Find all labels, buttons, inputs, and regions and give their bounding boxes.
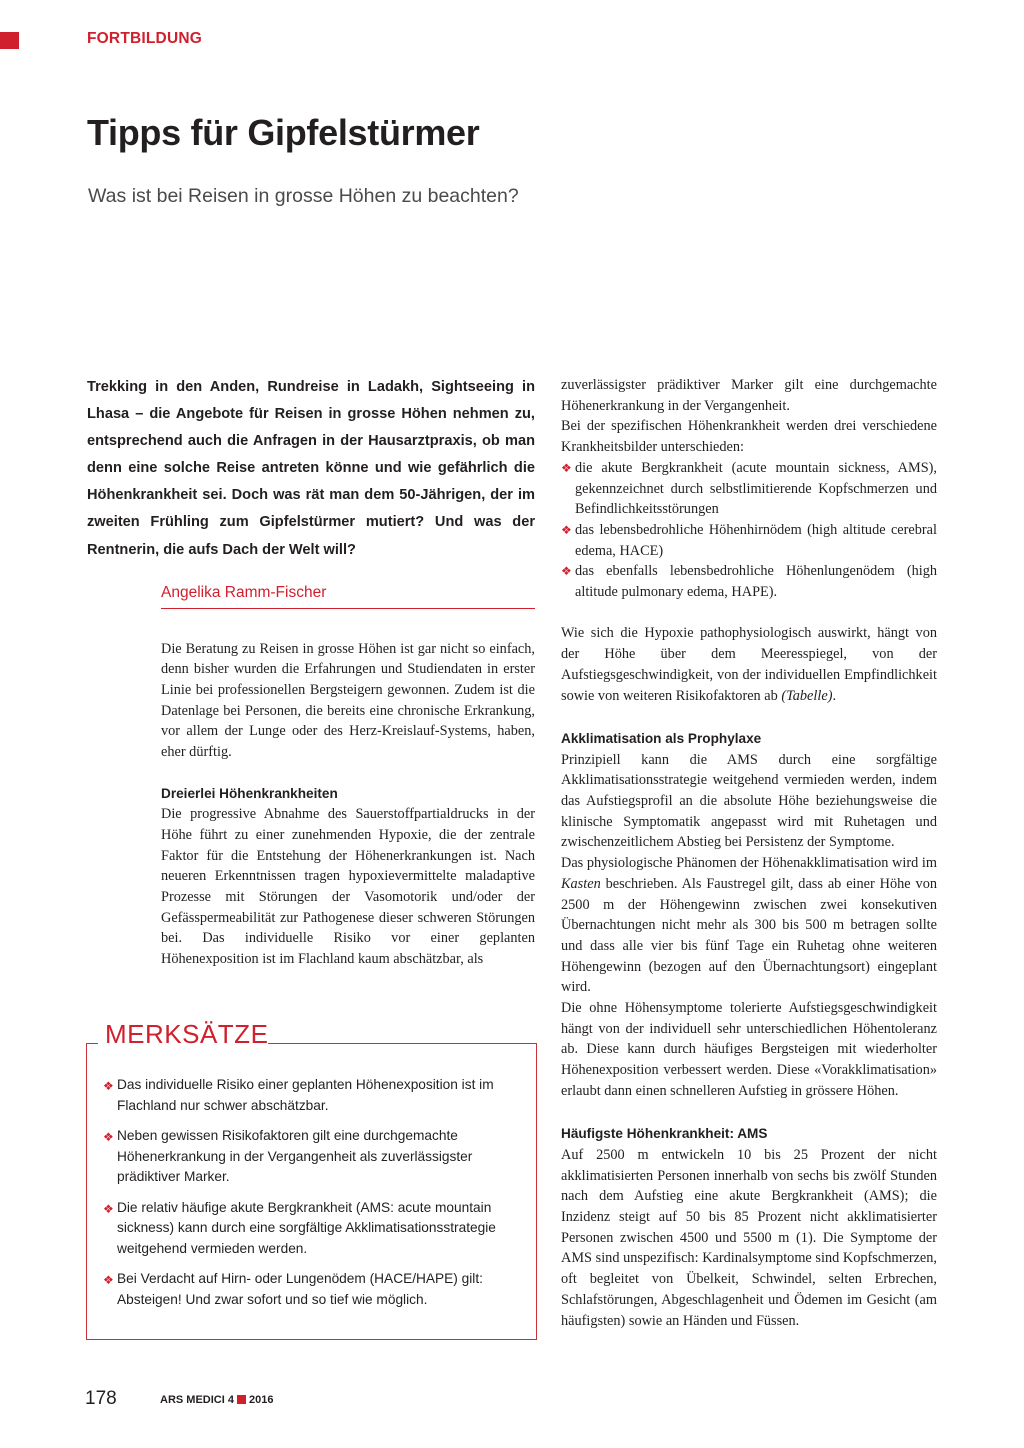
lead-paragraph: Trekking in den Anden, Rundreise in Ladakh, Sightseeing in Lhasa – die Angebote für Reisen in grosse Höhen nehmen zu, entsprechend auch die Anfragen in der Hausarztpraxis, ob man denn eine solche Reise antreten könne und wie gefährlich die Höhenkrankheit sei. Doch was rät man dem 50-Jährigen, der im zweiten Frühling zum Gipfelstürmer mutiert? Und was der Rentnerin, die aufs Dach der Welt will? [87,379,535,558]
article-title: Tipps für Gipfelstürmer [87,112,480,153]
right-paragraph-1: zuverlässigster prädiktiver Marker gilt eine durchgemachte Höhenerkrankung in der Vergangenheit. [561,377,937,414]
section-heading-akklimatisation: Akklimatisation als Prophylaxe [561,730,762,746]
list-item: ❖ Das individuelle Risiko einer geplanten Höhenexposition ist im Flachland nur schwer abschätzbar. [103,1077,494,1113]
section-heading-dreierlei: Dreierlei Höhenkrankheiten [161,785,338,801]
merksaetze-list [103,1075,525,1320]
author-name: Angelika Ramm-Fischer [161,584,535,609]
journal-year: 2016 [248,1394,274,1406]
journal-name: ARS MEDICI 4 [160,1394,234,1406]
section3-paragraph: Auf 2500 m entwickeln 10 bis 25 Prozent der nicht akklimatisierten Personen innerhalb von sechs bis zwölf Stunden nach dem Aufstieg eine akute Bergkrankheit (AMS); die Inzidenz steigt auf 50 bis 85 Prozent nicht akklimatisierter Personen zwischen 4500 und 5500 m (1). Die Symptome der AMS sind unspezifisch: Kardinalsymptome sind Kopfschmerzen, oft begleitet von Übelkeit, Schwindel, selten Erbrechen, Schlafstörungen, Abgeschlagenheit und Ödemen im Gesicht (am häufigsten) sowie an Händen und Füssen. [561,1146,937,1329]
diamond-bullet-icon: ❖ [561,564,572,579]
author-block [161,584,535,609]
list-item: ❖ das ebenfalls lebensbedrohliche Höhenlungenödem (high altitude pulmonary edema, HAPE). [561,563,937,601]
diamond-bullet-icon: ❖ [103,1273,114,1287]
list-item: ❖ das lebensbedrohliche Höhenhirnödem (high altitude cerebral edema, HACE) [561,521,937,559]
diamond-bullet-icon: ❖ [561,522,572,537]
list-item: ❖ Bei Verdacht auf Hirn- oder Lungenödem (HACE/HAPE) gilt: Absteigen! Und zwar sofort und so tief wie möglich. [103,1271,483,1307]
diamond-bullet-icon: ❖ [103,1130,114,1144]
journal-footer [160,1394,273,1406]
section2-paragraph-2: Das physiologische Phänomen der Höhenakklimatisation wird im Kasten beschrieben. Als Faustregel gilt, dass ab einer Höhe von 2500 m der Höhengewinn zwischen zwei konsekutiven Übernachtungen nicht mehr als 300 bis 500 m betragen sollte und dass alle vier bis fünf Tage ein Ruhetag ohne weiteren Höhengewinn (bezogen auf den Übernachtungsort) eingeplant wird. [561,855,937,996]
left-column [87,374,535,970]
section-marker [0,32,19,49]
list-item: ❖ Neben gewissen Risikofaktoren gilt eine durchgemachte Höhenerkrankung in der Vergangenheit als zuverlässigster prädiktiver Marker. [103,1128,473,1184]
section1-paragraph: Die progressive Abnahme des Sauerstoffpartialdrucks in der Höhe führt zu einer zunehmenden Hypoxie, die der zentrale Faktor für die Entstehung der Höhenerkrankungen ist. Nach neueren Erkenntnissen tragen hypoxievermittelte maladaptive Prozesse mit Störungen der Vasomotorik und/oder der Gefässpermeabilität zur Pathogenese dieser schweren Störungen bei. Das individuelle Risiko vor einer geplanten Höhenexposition ist im Flachland kaum abschätzbar, als [161,806,535,968]
left-body [161,639,535,970]
list-item: ❖ die akute Bergkrankheit (acute mountain sickness, AMS), gekennzeichnet durch selbstlimitierende Kopfschmerzen und Befindlichkeitsstörungen [561,459,937,518]
page-number: 178 [85,1388,117,1409]
disease-list [561,458,937,603]
right-paragraph-3: Wie sich die Hypoxie pathophysiologisch auswirkt, hängt von der Höhe über dem Meeresspiegel, von der Aufstiegsgeschwindigkeit, von der individuellen Empfindlichkeit sowie von weiteren Risikofaktoren ab (Tabelle). [561,625,937,704]
diamond-bullet-icon: ❖ [103,1079,114,1093]
right-column [561,375,937,1331]
section-heading-ams: Häufigste Höhenkrankheit: AMS [561,1126,768,1142]
diamond-bullet-icon: ❖ [561,460,572,475]
list-item: ❖ Die relativ häufige akute Bergkrankheit (AMS: acute mountain sickness) kann durch eine sorgfältige Akklimatisationsstrategie weitgehend vermieden werden. [103,1199,496,1256]
diamond-bullet-icon: ❖ [103,1201,114,1216]
section2-paragraph-3: Die ohne Höhensymptome tolerierte Aufstiegsgeschwindigkeit hängt von der individuell sehr unterschiedlichen Höhentoleranz ab. Diese kann durch häufiges Bergsteigen mit wiederholter Höhenexposition verbessert werden. Diese «Vorakklimatisation» erlaubt dann einen schnelleren Aufstieg in grössere Höhen. [561,1000,937,1099]
section2-paragraph-1: Prinzipiell kann die AMS durch eine sorgfältige Akklimatisationsstrategie weitgehend vermieden werden, indem das Aufstiegsprofil an die absolute Höhe beziehungsweise die klinische Symptomatik angepasst wird mit Ruhetagen und zwischenzeitlichem Abstieg bei Persistenz der Symptome. [561,751,937,851]
footer-square-icon [237,1395,246,1404]
merksaetze-title: MERKSÄTZE [105,1019,269,1049]
article-subtitle: Was ist bei Reisen in grosse Höhen zu beachten? [88,185,519,207]
right-paragraph-2: Bei der spezifischen Höhenkrankheit werden drei verschiedene Krankheitsbilder unterschieden: [561,418,937,456]
intro-paragraph: Die Beratung zu Reisen in grosse Höhen ist gar nicht so einfach, denn bisher wurden die Erfahrungen und Studiendaten in erster Linie bei professionellen Bergsteigern gewonnen. Zudem ist die Datenlage bei Personen, die bereits eine chronische Erkrankung, vor allem der Lunge oder des Herz-Kreislauf-Systems, haben, eher dürftig. [161,640,535,761]
section-label: FORTBILDUNG [87,30,202,47]
